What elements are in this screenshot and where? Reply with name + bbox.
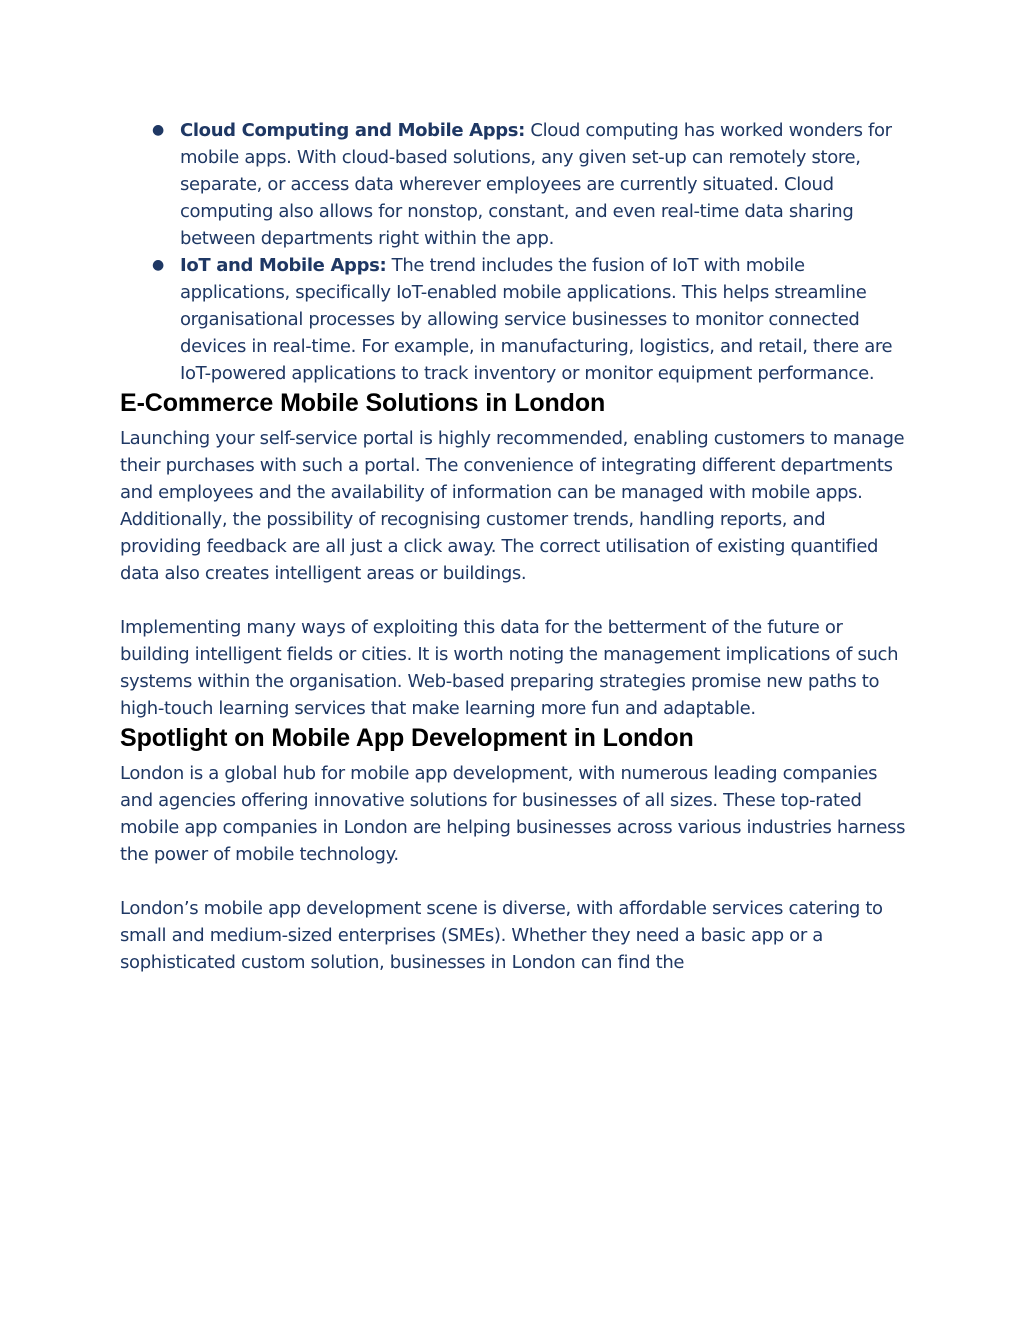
bullet-marker: ● xyxy=(152,122,164,138)
bullet-item-cloud-computing xyxy=(120,117,910,252)
bullet-item-iot xyxy=(120,252,910,387)
paragraph: Implementing many ways of exploiting this data for the betterment of the future or building intelligent fields or cities. It is worth noting the management implications of such systems within the organisation. Web-based preparing strategies promise new paths to high-touch learning services that make learning more fun and adaptable. xyxy=(120,617,899,719)
bullet-lead-text: Cloud Computing and Mobile Apps: xyxy=(180,120,525,141)
paragraph: London is a global hub for mobile app development, with numerous leading companies and agencies offering innovative solutions for businesses of all sizes. These top-rated mobile app companies in London are helping businesses across various industries harness the power of mobile technology. xyxy=(120,763,906,865)
section-heading-ecommerce: E-Commerce Mobile Solutions in London xyxy=(120,389,606,417)
bullet-lead-text: IoT and Mobile Apps: xyxy=(180,255,387,276)
section-heading-spotlight: Spotlight on Mobile App Development in London xyxy=(120,724,694,752)
paragraph: London’s mobile app development scene is diverse, with affordable services catering to small and medium-sized enterprises (SMEs). Whether they need a basic app or a sophisticated custom solution, businesses in London can find the xyxy=(120,898,883,973)
page-content xyxy=(120,117,910,976)
bullet-body-text: The trend includes the fusion of IoT with mobile applications, specifically IoT-enabled mobile applications. This helps streamline organisational processes by allowing service businesses to monitor connected devices in real-time. For example, in manufacturing, logistics, and retail, there are IoT-powered applications to track inventory or monitor equipment performance. xyxy=(180,255,893,384)
bullet-list xyxy=(120,117,910,387)
bullet-marker: ● xyxy=(152,257,164,273)
paragraph: Launching your self-service portal is highly recommended, enabling customers to manage their purchases with such a portal. The convenience of integrating different departments and employees and the availability of information can be managed with mobile apps. Additionally, the possibility of recognising customer trends, handling reports, and providing feedback are all just a click away. The correct utilisation of existing quantified data also creates intelligent areas or buildings. xyxy=(120,428,905,584)
bullet-body-text: Cloud computing has worked wonders for mobile apps. With cloud-based solutions, any given set-up can remotely store, separate, or access data wherever employees are currently situated. Cloud computing also allows for nonstop, constant, and even real-time data sharing between departments right within the app. xyxy=(180,120,892,249)
